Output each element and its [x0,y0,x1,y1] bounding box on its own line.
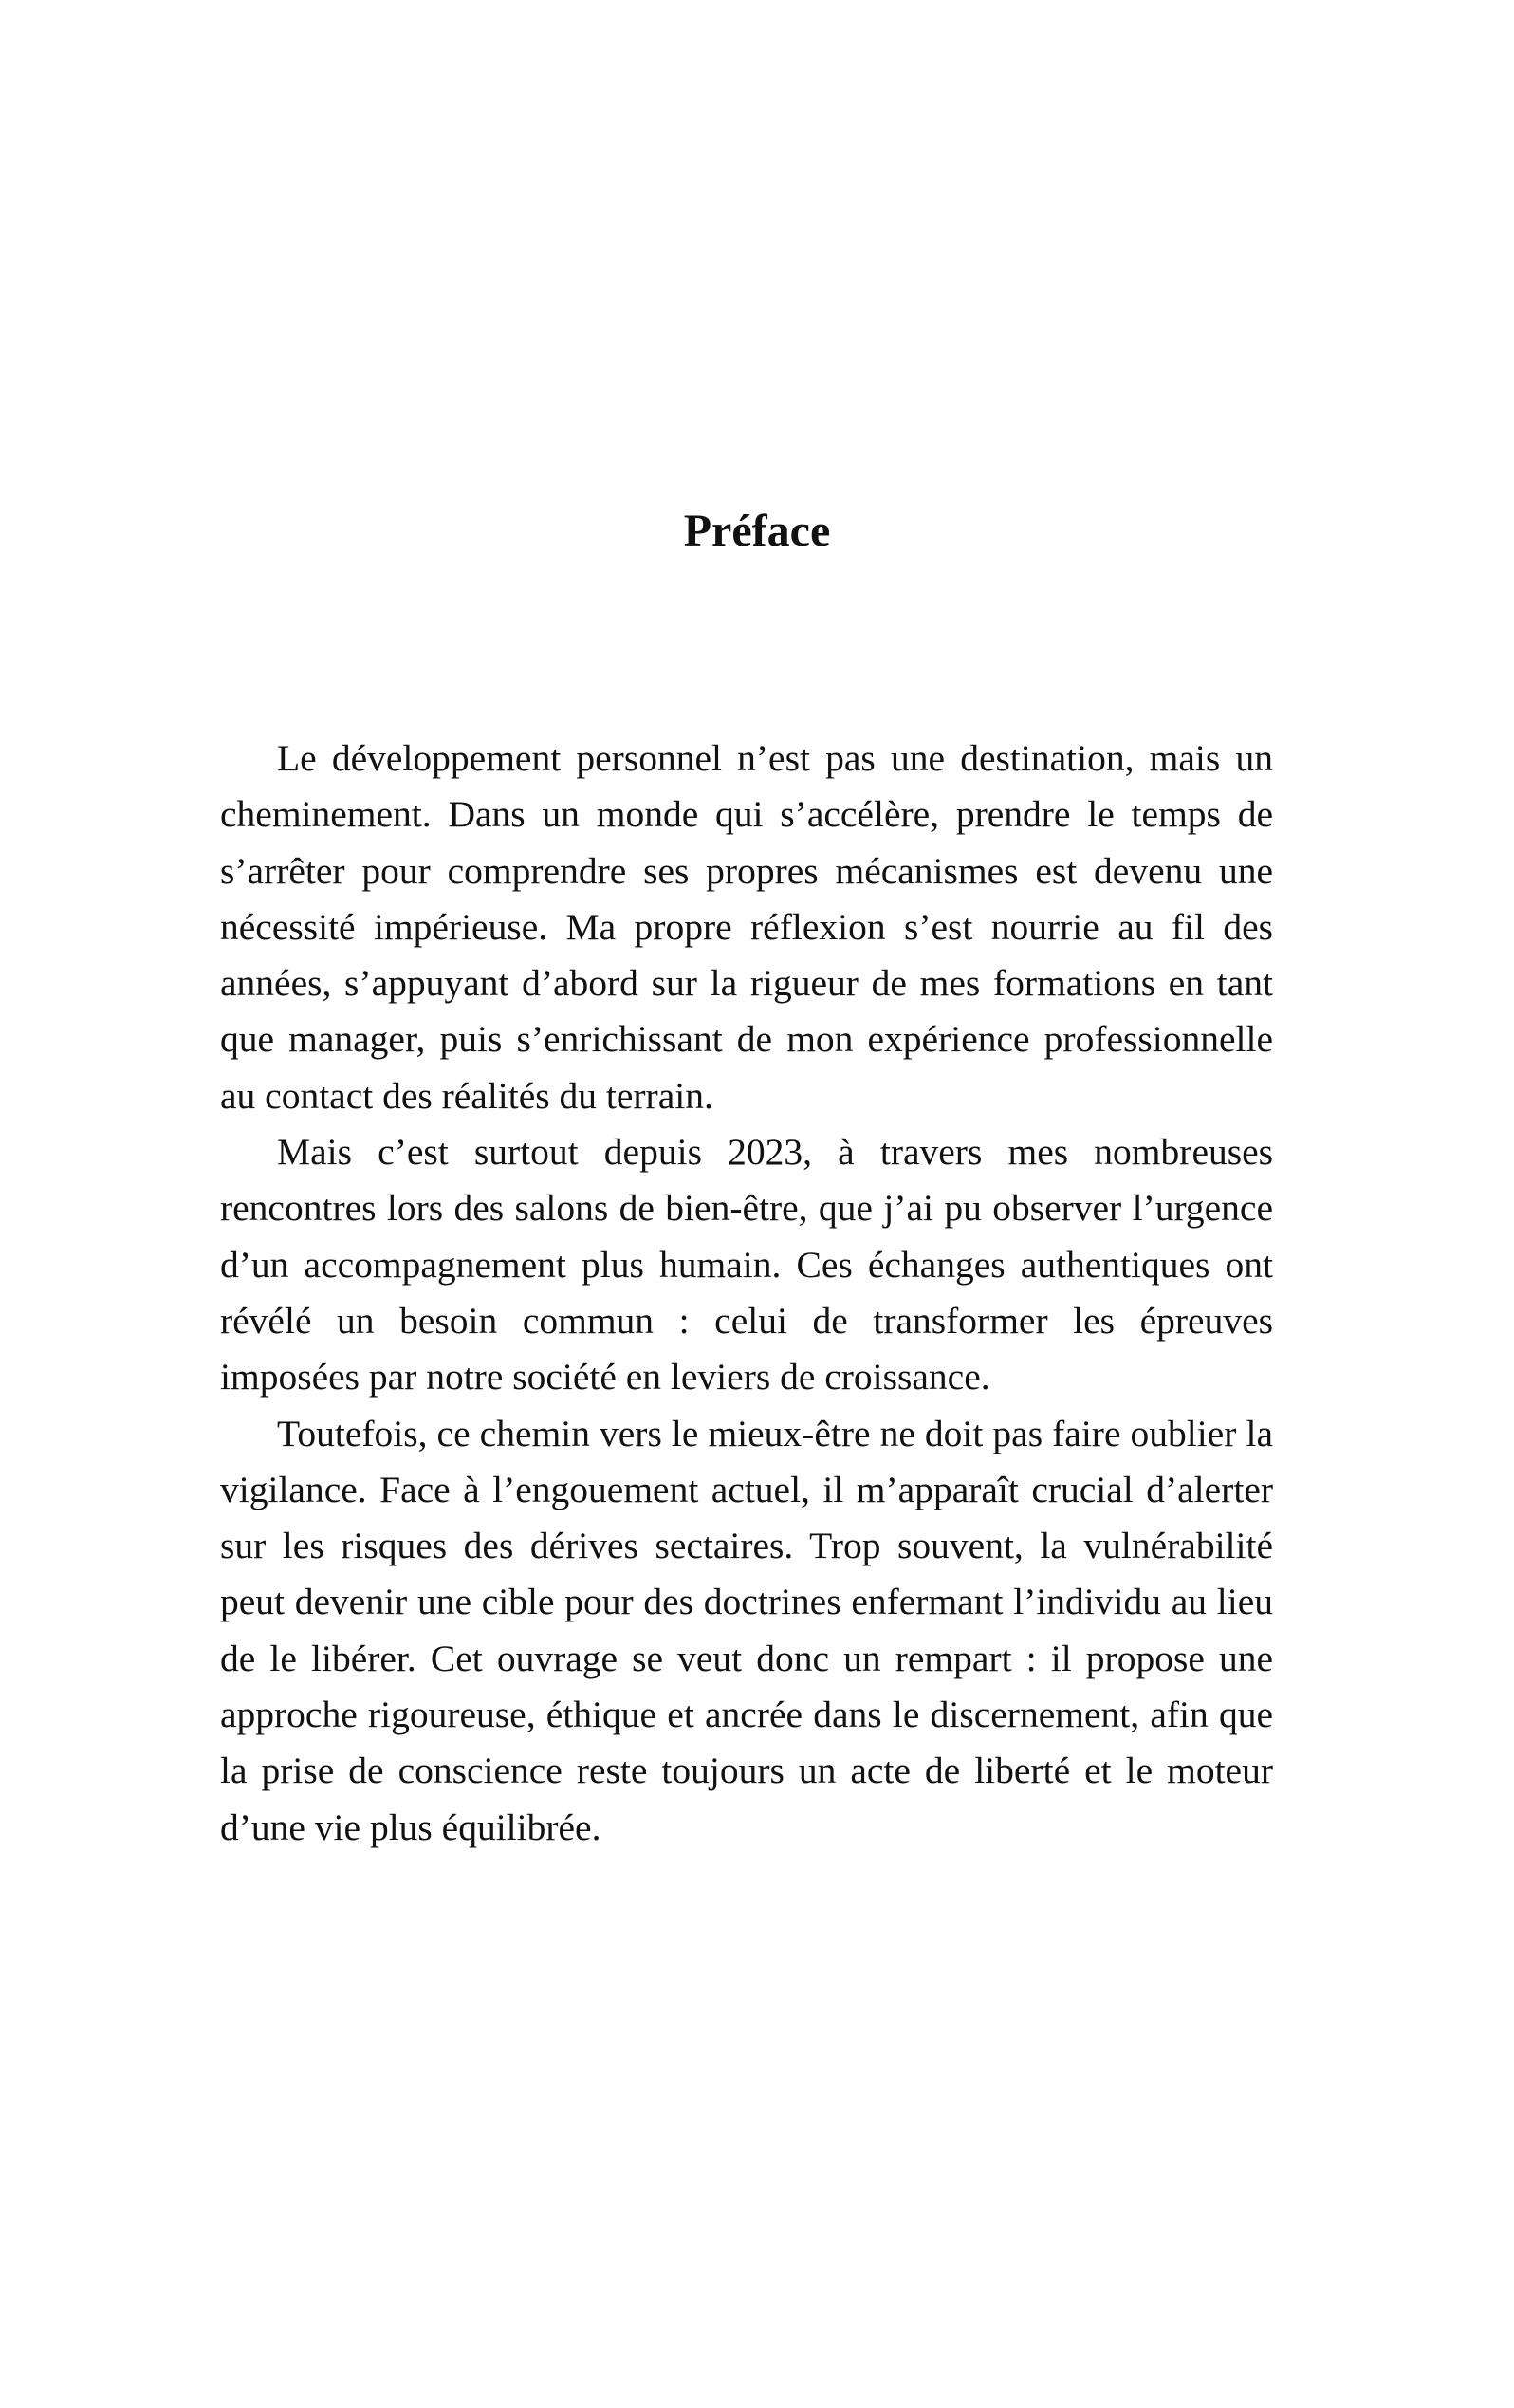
paragraph-3: Toutefois, ce chemin vers le mieux-être ne doit pas faire oublier la vigilance. Face à l’engouement actuel, il m’apparaît crucial d’alerter sur les risques des dérives sectaires. Trop souvent, la vulnérabilité peut devenir une cible pour des doctrines enfermant l’individu au lieu de le libérer. Cet ouvrage se veut donc un rempart : il propose une approche rigoureuse, éthique et ancrée dans le discernement, afin que la prise de conscience reste toujours un acte de liberté et le moteur d’une vie plus équilibrée. [220,1412,1273,1848]
page-title: Préface [683,506,831,556]
paragraph-1: Le développement personnel n’est pas une destination, mais un cheminement. Dans un monde qui s’accélère, prendre le temps de s’arrêter pour comprendre ses propres mécanismes est devenu une nécessité impérieuse. Ma propre réflexion s’est nourrie au fil des années, s’appuyant d’abord sur la rigueur de mes formations en tant que manager, puis s’enrichissant de mon expérience professionnelle au contact des réalités du terrain. [220,737,1273,1117]
preface-body [220,731,1273,1856]
paragraph-2: Mais c’est surtout depuis 2023, à travers mes nombreuses rencontres lors des salons de bien-être, que j’ai pu observer l’urgence d’un accompagnement plus humain. Ces échanges authentiques ont révélé un besoin commun : celui de transformer les épreuves imposées par notre société en leviers de croissance. [220,1131,1273,1398]
